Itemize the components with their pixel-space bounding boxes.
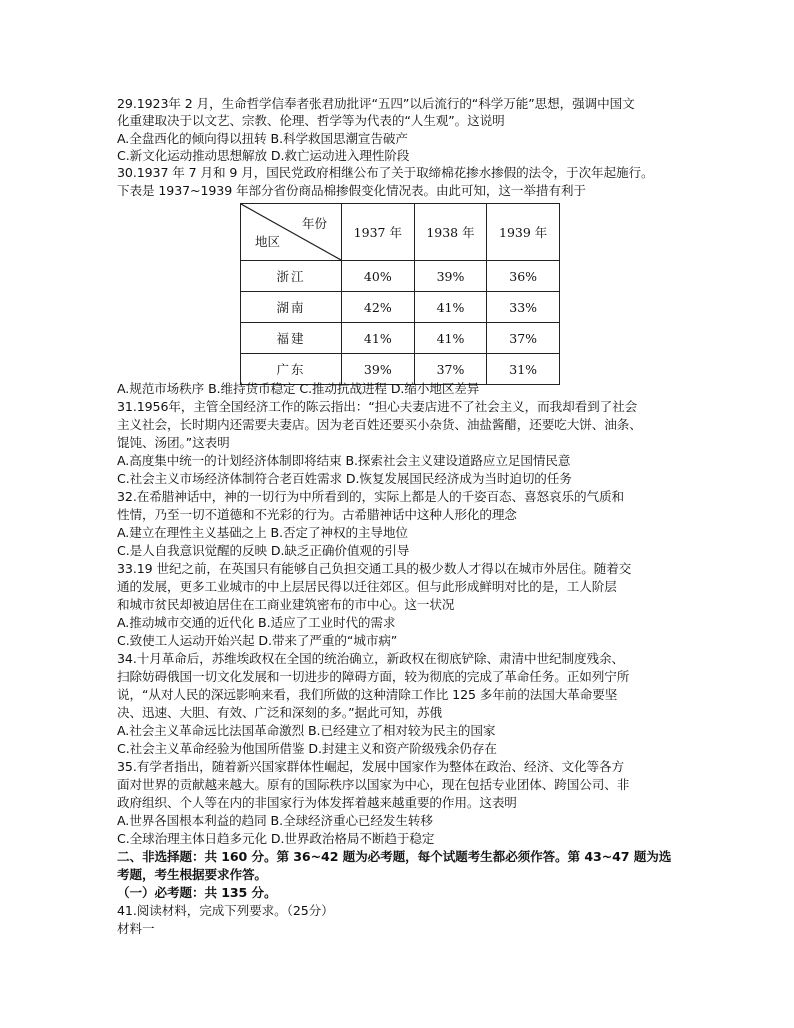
q34-stem-line-1: 34.十月革命后，苏维埃政权在全国的统治确立，新政权在彻底铲除、肃清中世纪制度残余、 — [117, 651, 624, 666]
q41-instruction: 41.阅读材料，完成下列要求。（25分） — [117, 903, 334, 918]
q30-stem-line-1: 30.1937 年 7 月和 9 月，国民党政府相继公布了关于取缔棉花掺水掺假的法令，于次年起施行。 — [117, 165, 654, 180]
q35-options-cd: C.全球治理主体日趋多元化 D.世界政治格局不断趋于稳定 — [117, 831, 435, 846]
region-cell: 浙江 — [241, 261, 342, 292]
value-cell: 39% — [342, 354, 415, 385]
cotton-adulteration-table — [240, 203, 560, 385]
value-cell: 41% — [342, 323, 415, 354]
q31-stem-line-2: 主义社会，长时期内还需要夫妻店。因为老百姓还要买小杂货、油盐酱醋，还要吃大饼、油条、 — [117, 417, 642, 432]
q34-stem-line-4: 决、迅速、大胆、有效、广泛和深刻的多。”据此可知，苏俄 — [117, 705, 442, 720]
table-row — [241, 292, 560, 323]
required-questions-heading: （一）必考题：共 135 分。 — [117, 885, 277, 900]
q31-options-ab: A.高度集中统一的计划经济体制即将结束 B.探索社会主义建设道路应立足国情民意 — [117, 453, 571, 468]
value-cell: 40% — [342, 261, 415, 292]
q35-stem-line-1: 35.有学者指出，随着新兴国家群体性崛起，发展中国家作为整体在政治、经济、文化等各方 — [117, 759, 624, 774]
q34-options-ab: A.社会主义革命远比法国革命激烈 B.已经建立了相对较为民主的国家 — [117, 723, 496, 738]
value-cell: 37% — [414, 354, 487, 385]
value-cell: 36% — [487, 261, 560, 292]
section-two-heading-line-1: 二、非选择题：共 160 分。第 36~42 题为必考题，每个试题考生都必须作答。第 43~47 题为选 — [117, 849, 672, 864]
q33-stem-line-3: 和城市贫民却被迫居住在工商业建筑密布的市中心。这一状况 — [117, 597, 455, 612]
header-year-1937: 1937 年 — [342, 204, 415, 261]
value-cell: 42% — [342, 292, 415, 323]
header-year-1938: 1938 年 — [414, 204, 487, 261]
q30-options: A.规范市场秩序 B.维持货币稳定 C.推动抗战进程 D.缩小地区差异 — [117, 381, 480, 396]
value-cell: 39% — [414, 261, 487, 292]
region-cell: 福建 — [241, 323, 342, 354]
header-year-label: 年份 — [301, 216, 327, 231]
q34-stem-line-3: 说，“从对人民的深远影响来看，我们所做的这种清除工作比 125 多年前的法国大革命要坚 — [117, 687, 618, 702]
header-region-label: 地区 — [255, 234, 281, 249]
q35-options-ab: A.世界各国根本利益的趋同 B.全球经济重心已经发生转移 — [117, 813, 433, 828]
q31-stem-line-3: 馄饨、汤团。”这表明 — [117, 435, 230, 450]
value-cell: 31% — [487, 354, 560, 385]
q35-stem-line-2: 面对世界的贡献越来越大。原有的国际秩序以国家为中心，现在包括专业团体、跨国公司、非 — [117, 777, 630, 792]
q31-stem-line-1: 31.1956年，主管全国经济工作的陈云指出：“担心夫妻店进不了社会主义，而我却看到了社会 — [117, 399, 638, 414]
q33-stem-line-1: 33.19 世纪之前，在英国只有能够自己负担交通工具的极少数人才得以在城市外居住。随着交 — [117, 561, 632, 576]
section-two-heading-line-2: 考题，考生根据要求作答。 — [117, 867, 267, 882]
q33-options-ab: A.推动城市交通的近代化 B.适应了工业时代的需求 — [117, 615, 396, 630]
value-cell: 37% — [487, 323, 560, 354]
header-year-1939: 1939 年 — [487, 204, 560, 261]
material-one-label: 材料一 — [117, 921, 155, 936]
table-row — [241, 261, 560, 292]
q30-stem-line-2: 下表是 1937~1939 年部分省份商品棉掺假变化情况表。由此可知，这一举措有利于 — [117, 183, 586, 198]
q32-options-ab: A.建立在理性主义基础之上 B.否定了神权的主导地位 — [117, 525, 408, 540]
table-row — [241, 354, 560, 385]
q29-stem-line-2: 化重建取决于以文艺、宗教、伦理、哲学等为代表的“人生观”。这说明 — [117, 113, 505, 128]
q32-stem-line-2: 性情，乃至一切不道德和不光彩的行为。古希腊神话中这种人形化的理念 — [117, 507, 517, 522]
q34-options-cd: C.社会主义革命经验为他国所借鉴 D.封建主义和资产阶级残余仍存在 — [117, 741, 497, 756]
q32-stem-line-1: 32.在希腊神话中，神的一切行为中所看到的，实际上都是人的千姿百态、喜怒哀乐的气质和 — [117, 489, 624, 504]
q29-stem-line-1: 29.1923年 2 月，生命哲学信奉者张君劢批评“五四”以后流行的“科学万能”思想，强调中国文 — [117, 96, 635, 111]
table-row — [241, 323, 560, 354]
value-cell: 41% — [414, 323, 487, 354]
region-cell: 广东 — [241, 354, 342, 385]
value-cell: 41% — [414, 292, 487, 323]
q31-options-cd: C.社会主义市场经济体制符合老百姓需求 D.恢复发展国民经济成为当时迫切的任务 — [117, 471, 572, 486]
q29-options-ab: A.全盘西化的倾向得以扭转 B.科学救国思潮宣告破产 — [117, 131, 408, 146]
region-cell: 湖南 — [241, 292, 342, 323]
table-diagonal-header-cell — [241, 204, 342, 261]
q35-stem-line-3: 政府组织、个人等在内的非国家行为体发挥着越来越重要的作用。这表明 — [117, 795, 517, 810]
value-cell: 33% — [487, 292, 560, 323]
q34-stem-line-2: 扫除妨碍俄国一切文化发展和一切进步的障碍方面，较为彻底的完成了革命任务。正如列宁所 — [117, 669, 630, 684]
q32-options-cd: C.是人自我意识觉醒的反映 D.缺乏正确价值观的引导 — [117, 543, 410, 558]
q29-options-cd: C.新文化运动推动思想解放 D.救亡运动进入理性阶段 — [117, 148, 410, 163]
q33-stem-line-2: 通的发展，更多工业城市的中上层居民得以迁往郊区。但与此形成鲜明对比的是，工人阶层 — [117, 579, 617, 594]
q33-options-cd: C.致使工人运动开始兴起 D.带来了严重的“城市病” — [117, 633, 398, 648]
